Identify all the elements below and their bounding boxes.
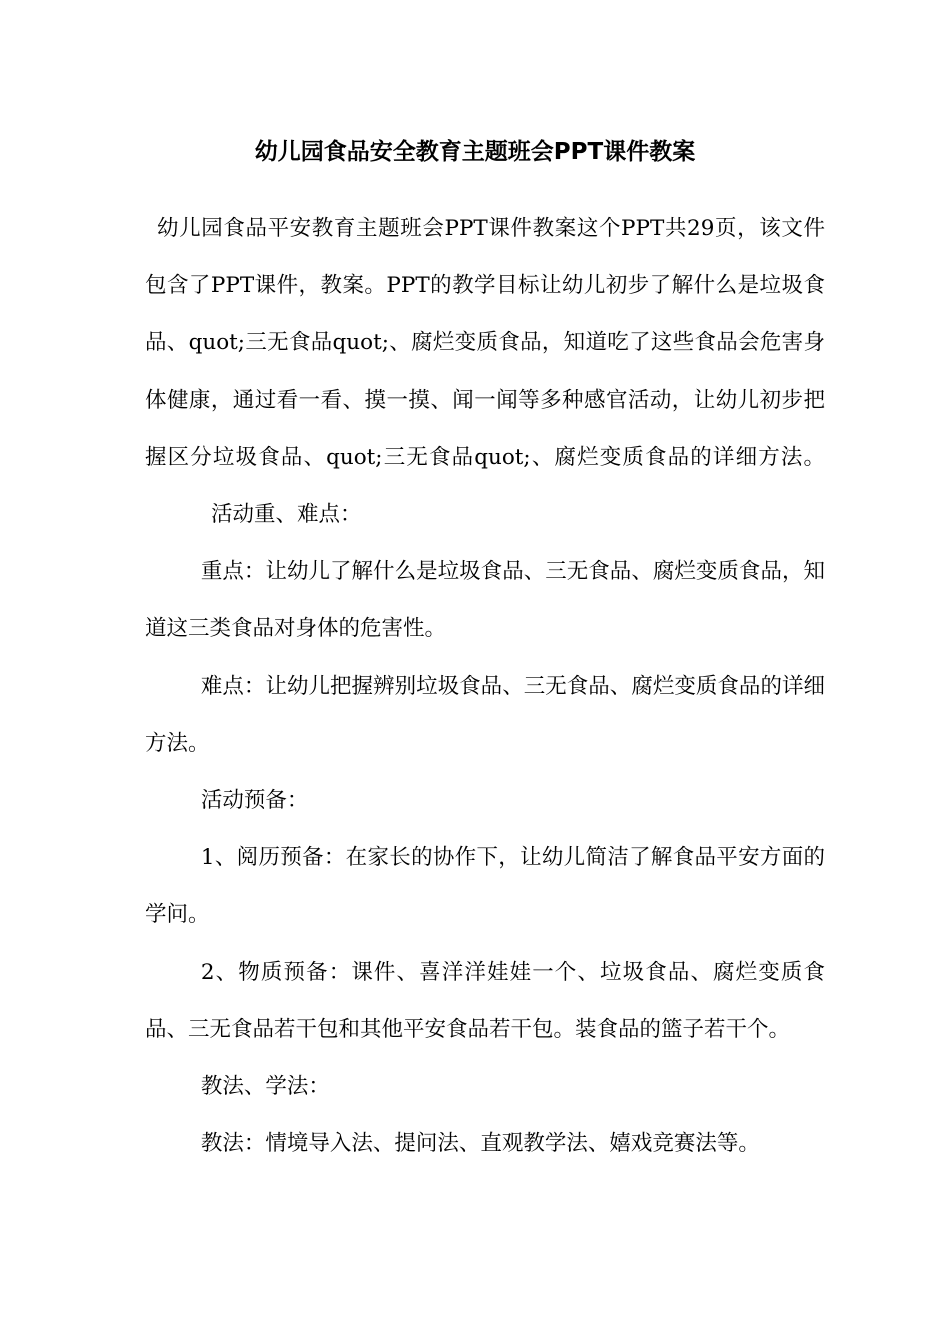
methods-heading: 教法、学法： (200, 1074, 330, 1100)
document-body (145, 200, 825, 1172)
intro-paragraph (145, 200, 825, 543)
intro-text: 幼儿园食品平安教育主题班会PPT课件教案这个PPT共29页，该文件包含了PPT课件，教案。PPT的教学目标让幼儿初步了解什么是垃圾食品、quot;三无食品quot;、腐烂变质食品，知道吃了这些食品会危害身体健康，通过看一看、摸一摸、闻一闻等多种感官活动，让幼儿初步把握区分垃圾食品、quot;三无食品quot;、腐烂变质食品的详细方法。 (145, 216, 825, 470)
preparation-item-2: 2、物质预备：课件、喜洋洋娃娃一个、垃圾食品、腐烂变质食品、三无食品若干包和其他平安食品若干包。装食品的篮子若干个。 (145, 959, 825, 1042)
key-points-heading: 活动重、难点： (211, 502, 362, 528)
teaching-methods-paragraph: 教法：情境导入法、提问法、直观教学法、嬉戏竞赛法等。 (200, 1131, 760, 1157)
preparation-item-1: 1、阅历预备：在家长的协作下，让幼儿简洁了解食品平安方面的学问。 (145, 845, 825, 928)
preparation-heading: 活动预备： (200, 788, 309, 814)
document-title: 幼儿园食品安全教育主题班会PPT课件教案 (254, 139, 696, 165)
key-point-paragraph: 重点：让幼儿了解什么是垃圾食品、三无食品、腐烂变质食品，知道这三类食品对身体的危害性。 (145, 559, 825, 642)
difficulty-paragraph: 难点：让幼儿把握辨别垃圾食品、三无食品、腐烂变质食品的详细方法。 (145, 673, 825, 756)
